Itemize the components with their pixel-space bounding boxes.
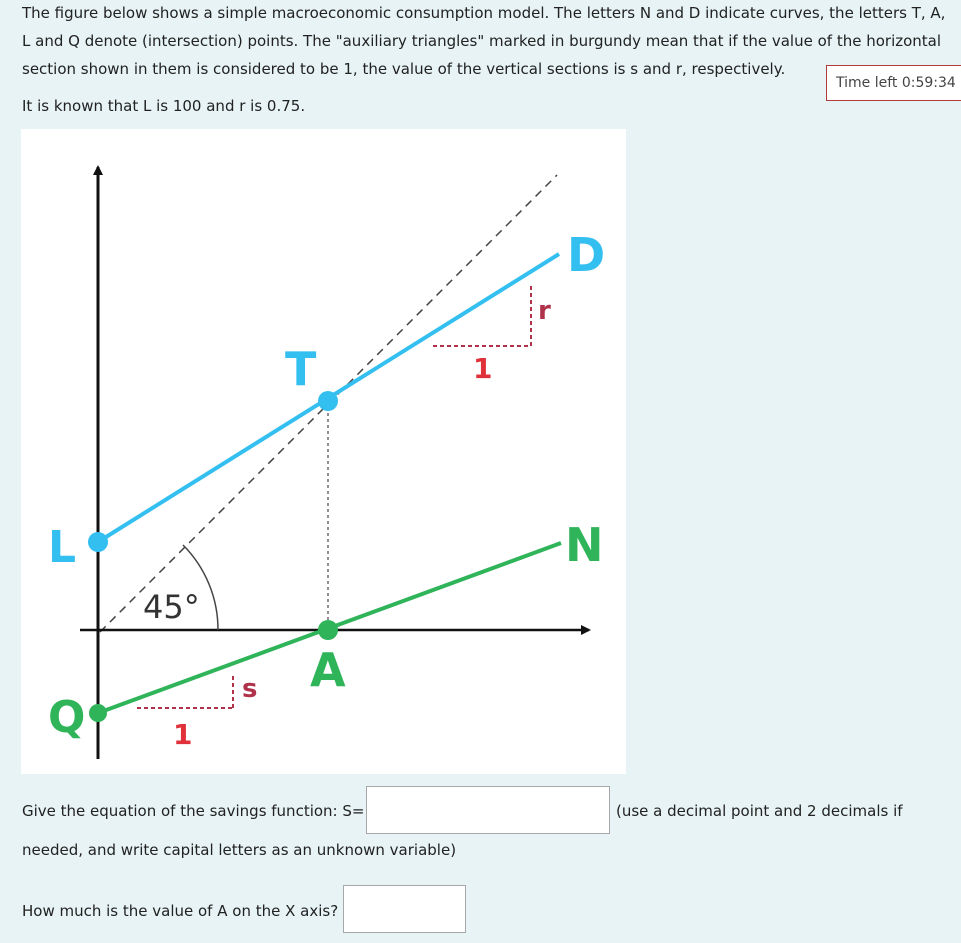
- label-l: L: [48, 522, 77, 573]
- time-left-badge: Time left 0:59:34: [826, 65, 961, 101]
- intro-line-1: The figure below shows a simple macroeconomic consumption model. The letters N and D indicate curves, the letters T, A,: [22, 4, 946, 22]
- label-angle: 45°: [143, 588, 200, 626]
- point-a: [318, 620, 338, 640]
- label-one-top: 1: [473, 352, 493, 385]
- point-q: [89, 704, 107, 722]
- known-values: It is known that L is 100 and r is 0.75.: [22, 97, 306, 115]
- point-t: [318, 391, 338, 411]
- question-1-prefix: Give the equation of the savings function: S=: [22, 802, 365, 820]
- question-2-text: How much is the value of A on the X axis?: [22, 902, 339, 920]
- consumption-model-figure: [21, 129, 626, 774]
- question-1-suffix: (use a decimal point and 2 decimals if: [616, 802, 903, 820]
- label-s: s: [242, 674, 258, 704]
- label-d: D: [567, 228, 606, 282]
- a-value-input[interactable]: [343, 885, 466, 933]
- point-l: [88, 532, 108, 552]
- savings-function-input[interactable]: [366, 786, 610, 834]
- label-a: A: [310, 643, 346, 697]
- model-diagram: [21, 129, 626, 774]
- label-one-bottom: 1: [173, 718, 193, 751]
- label-t: T: [285, 342, 317, 396]
- label-q: Q: [48, 692, 86, 743]
- label-r: r: [538, 296, 551, 326]
- question-1-continuation: needed, and write capital letters as an unknown variable): [22, 841, 457, 859]
- label-n: N: [565, 518, 604, 572]
- intro-line-2: L and Q denote (intersection) points. The "auxiliary triangles" marked in burgundy mean that if the value of the horizontal: [22, 32, 942, 50]
- intro-line-3: section shown in them is considered to be 1, the value of the vertical sections is s and r, respectively.: [22, 60, 786, 78]
